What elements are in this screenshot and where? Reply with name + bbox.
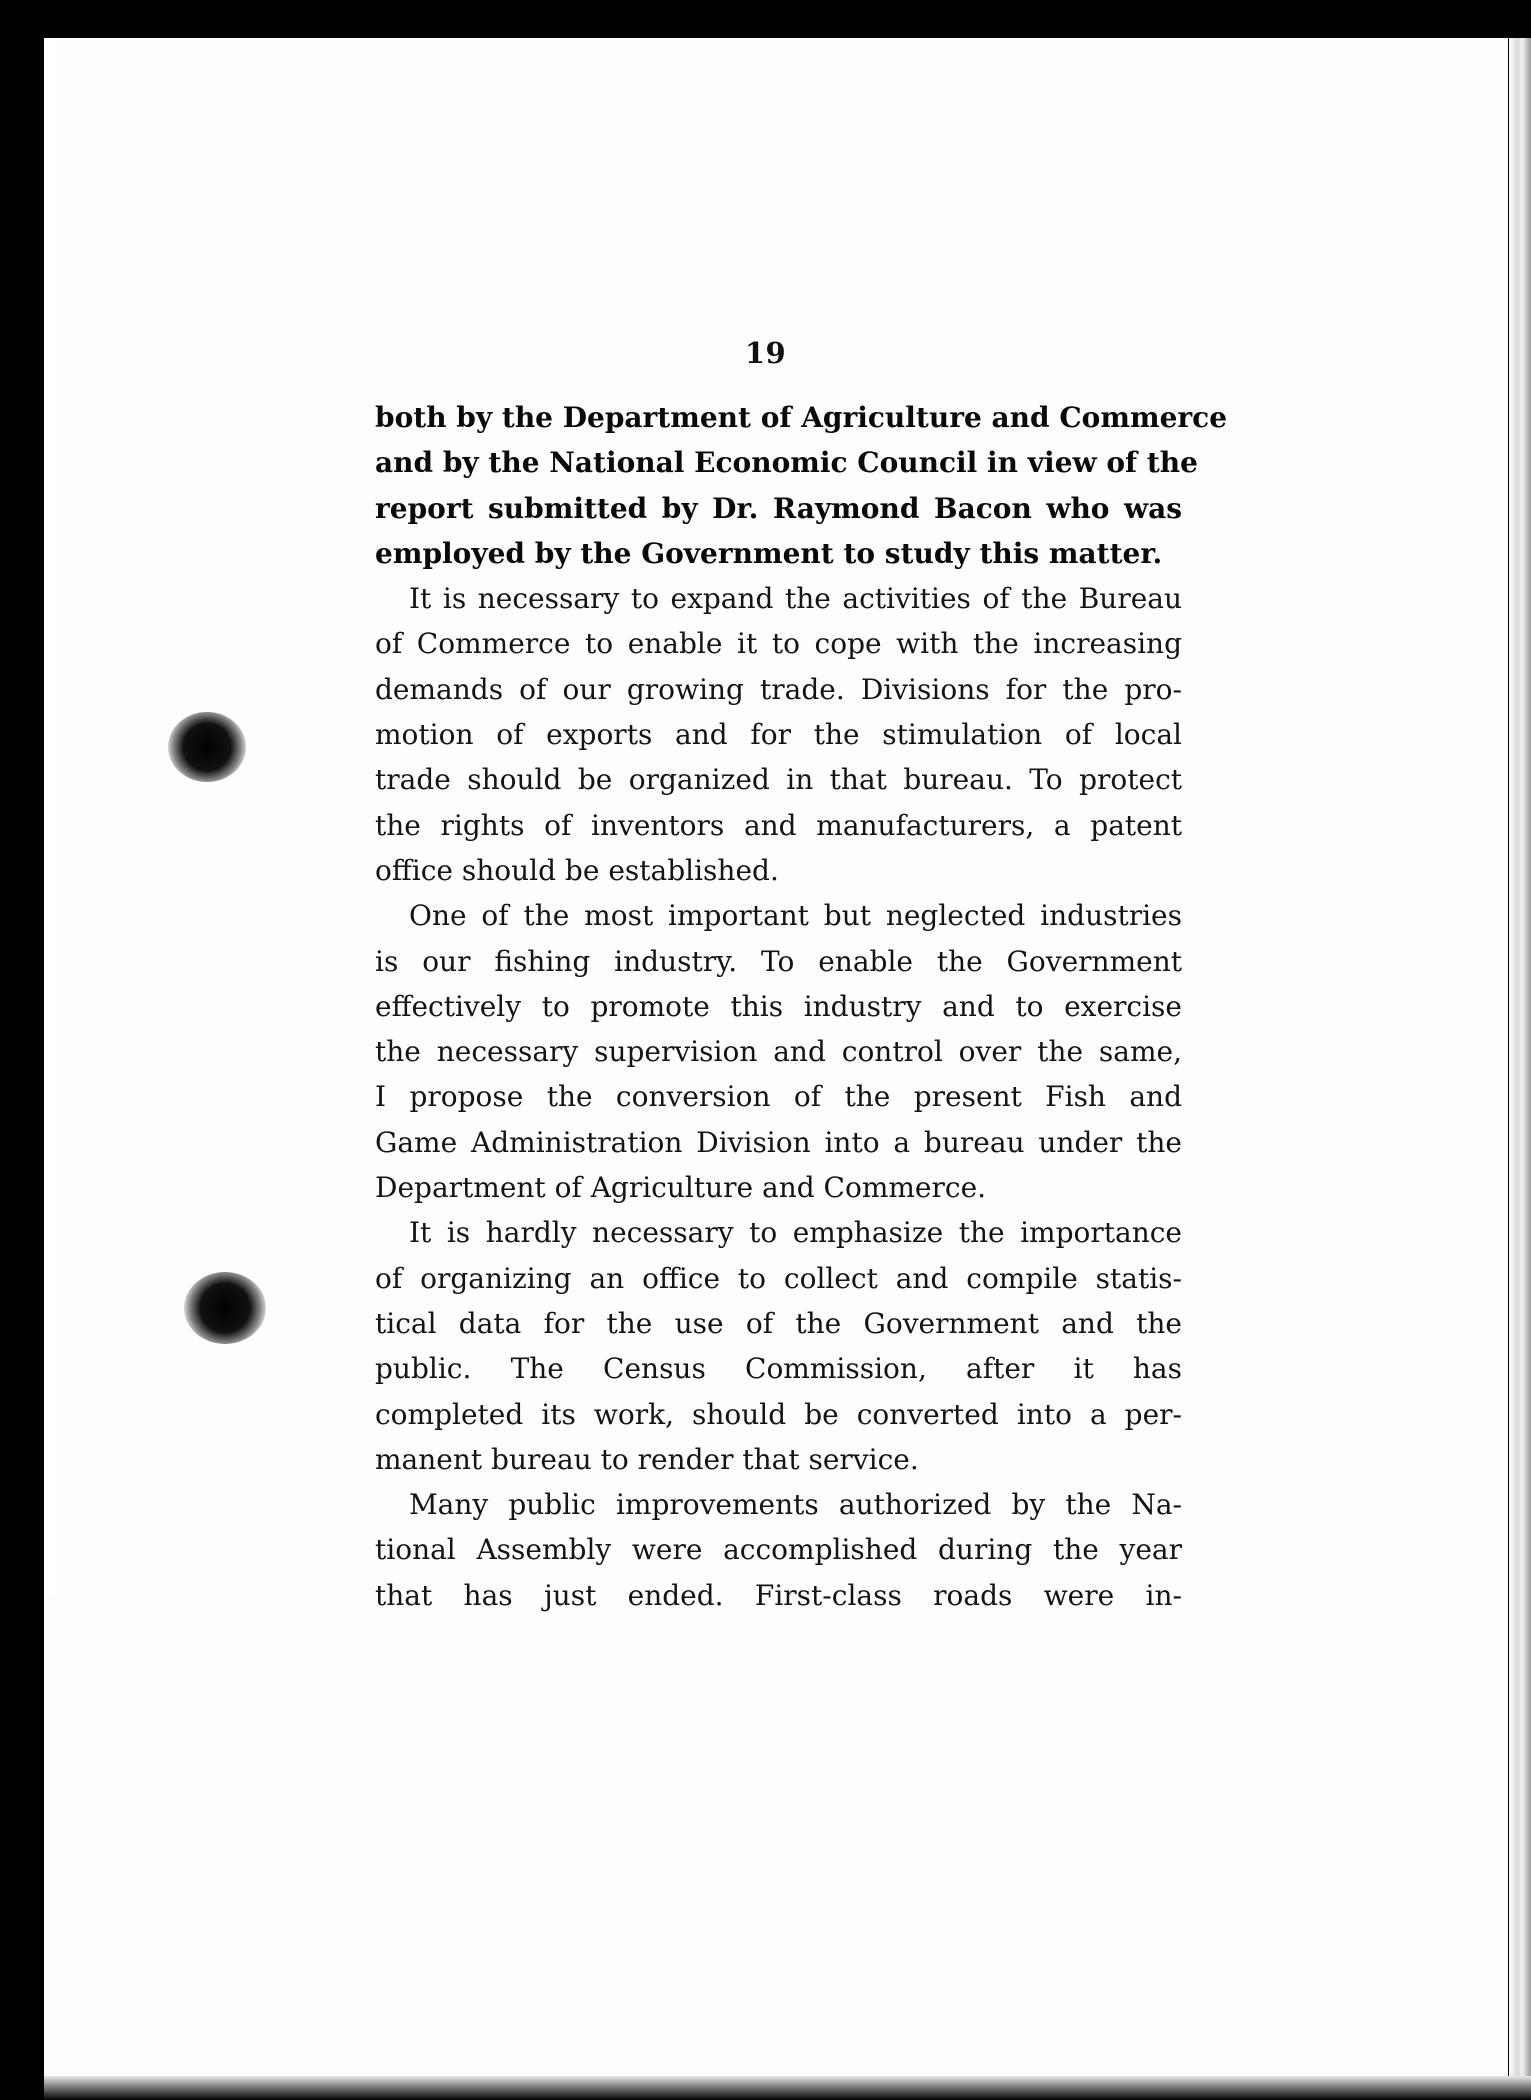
- punch-hole-top: [168, 712, 246, 782]
- punch-hole-bottom: [184, 1272, 266, 1344]
- text-line: motion of exports and for the stimulation of local: [375, 718, 1182, 752]
- text-line: of Commerce to enable it to cope with the increasing: [375, 627, 1182, 661]
- body-text: [375, 395, 1228, 1618]
- text-line: that has just ended. First-class roads were in-: [375, 1578, 1182, 1612]
- text-line: tical data for the use of the Government and the: [375, 1306, 1182, 1340]
- text-line: is our fishing industry. To enable the Government: [375, 944, 1182, 978]
- text-line: effectively to promote this industry and to exercise: [375, 989, 1182, 1023]
- paragraph-5: [375, 1482, 1182, 1618]
- page-number: 19: [744, 336, 787, 370]
- text-line: public. The Census Commission, after it has: [375, 1352, 1182, 1386]
- text-line: Department of Agriculture and Commerce.: [375, 1171, 987, 1205]
- text-line: One of the most important but neglected industries: [409, 899, 1182, 933]
- text-line: It is necessary to expand the activities of the Bureau: [409, 582, 1182, 616]
- text-line: and by the National Economic Council in view of the: [375, 446, 1198, 480]
- text-line: the rights of inventors and manufacturers, a patent: [375, 808, 1182, 842]
- text-line: manent bureau to render that service.: [375, 1442, 919, 1476]
- paragraph-3: [375, 893, 1182, 1210]
- paragraph-2: [375, 576, 1182, 893]
- text-line: employed by the Government to study this matter.: [375, 536, 1163, 570]
- text-line: the necessary supervision and control over the same,: [375, 1035, 1182, 1069]
- text-line: I propose the conversion of the present Fish and: [375, 1080, 1182, 1114]
- paragraph-1: [375, 395, 1228, 576]
- text-line: report submitted by Dr. Raymond Bacon who was: [375, 491, 1182, 525]
- text-line: completed its work, should be converted into a per-: [375, 1397, 1182, 1431]
- text-line: demands of our growing trade. Divisions for the pro-: [375, 672, 1182, 706]
- scan-bottom-border: [44, 2076, 1531, 2100]
- text-line: It is hardly necessary to emphasize the importance: [409, 1216, 1182, 1250]
- text-line: of organizing an office to collect and compile statis-: [375, 1261, 1182, 1295]
- text-line: trade should be organized in that bureau. To protect: [375, 763, 1182, 797]
- paper-left-edge: [47, 38, 55, 1598]
- text-line: office should be established.: [375, 853, 779, 887]
- text-line: both by the Department of Agriculture and Commerce: [375, 401, 1228, 434]
- paragraph-4: [375, 1210, 1182, 1482]
- text-line: Game Administration Division into a bureau under the: [375, 1125, 1182, 1159]
- text-line: tional Assembly were accomplished during the year: [375, 1533, 1182, 1567]
- text-line: Many public improvements authorized by the Na-: [409, 1488, 1182, 1522]
